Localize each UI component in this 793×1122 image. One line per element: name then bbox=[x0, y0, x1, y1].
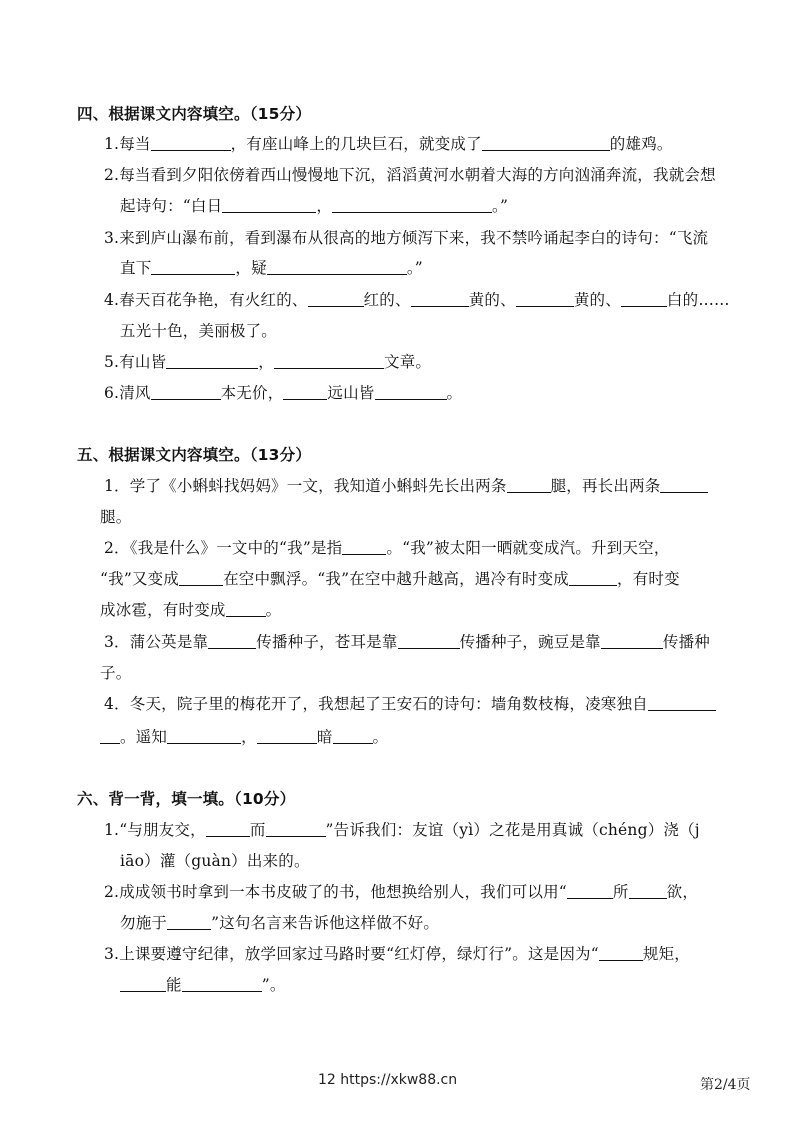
s4-line-8 bbox=[104, 352, 431, 372]
s4-line-7: 五光十色，美丽极了。 bbox=[120, 322, 278, 340]
answer-blank[interactable] bbox=[151, 135, 231, 151]
answer-blank[interactable] bbox=[601, 633, 663, 649]
text-segment: 。“我”被太阳一晒就变成汽。升到天空， bbox=[386, 539, 670, 557]
s4-line-9 bbox=[104, 383, 462, 403]
section-6-title: 六、背一背，填一填。（10分） bbox=[77, 790, 296, 808]
answer-blank[interactable] bbox=[283, 384, 327, 400]
text-segment: 。 bbox=[265, 601, 282, 619]
text-segment: 1．学了《小蝌蚪找妈妈》一文，我知道小蝌蚪先长出两条 bbox=[104, 477, 507, 495]
text-segment: ，有座山峰上的几块巨石，就变成了 bbox=[230, 135, 482, 153]
answer-blank[interactable] bbox=[342, 539, 386, 555]
answer-blank[interactable] bbox=[333, 728, 373, 744]
s5-line-9 bbox=[100, 727, 388, 747]
s6-line-5 bbox=[104, 944, 690, 964]
text-segment: 。 bbox=[446, 384, 463, 402]
text-segment: 黄的、 bbox=[573, 291, 621, 309]
text-segment: 的雄鸡。 bbox=[609, 135, 673, 153]
text-segment: 远山皆 bbox=[327, 384, 375, 402]
s6-line-1 bbox=[104, 820, 700, 840]
text-segment: 暗 bbox=[316, 728, 333, 746]
answer-blank[interactable] bbox=[660, 477, 708, 493]
text-segment: 勿施于 bbox=[120, 914, 168, 932]
text-segment: ， bbox=[316, 197, 333, 215]
text-segment: 文章。 bbox=[384, 353, 432, 371]
text-segment: “我”又变成 bbox=[100, 570, 180, 588]
answer-blank[interactable] bbox=[182, 976, 262, 992]
answer-blank[interactable] bbox=[226, 601, 266, 617]
text-segment: 2．《我是什么》一文中的“我”是指 bbox=[104, 539, 343, 557]
s6-line-4 bbox=[120, 913, 439, 933]
text-segment: 1.每当 bbox=[104, 135, 151, 153]
answer-blank[interactable] bbox=[398, 633, 460, 649]
text-segment: 起诗句：“白日 bbox=[120, 197, 223, 215]
text-segment: 欲， bbox=[666, 883, 699, 901]
text-segment: 直下 bbox=[120, 259, 152, 277]
s5-line-8 bbox=[104, 694, 716, 714]
text-segment: 而 bbox=[249, 821, 266, 839]
text-segment: ，疑 bbox=[235, 259, 267, 277]
text-segment: 所 bbox=[612, 883, 629, 901]
s5-line-5 bbox=[100, 600, 281, 620]
s4-line-5 bbox=[120, 258, 423, 278]
s4-line-2: 2.每当看到夕阳依傍着西山慢慢地下沉，滔滔黄河水朝着大海的方向汹涌奔流，我就会想 bbox=[104, 166, 716, 184]
answer-blank[interactable] bbox=[257, 728, 317, 744]
s4-line-6 bbox=[104, 290, 730, 310]
answer-blank[interactable] bbox=[206, 821, 250, 837]
answer-blank[interactable] bbox=[599, 945, 643, 961]
section-5-title: 五、根据课文内容填空。（13分） bbox=[77, 446, 312, 464]
text-segment: 1.“与朋友交， bbox=[104, 821, 206, 839]
text-segment: 黄的、 bbox=[468, 291, 516, 309]
text-segment: 。” bbox=[492, 197, 509, 215]
s5-line-1 bbox=[104, 476, 708, 496]
text-segment: ”这句名言来告诉他这样做不好。 bbox=[211, 914, 440, 932]
text-segment: 6.清风 bbox=[104, 384, 151, 402]
text-segment: 2.成成领书时拿到一本书皮破了的书，他想换给别人，我们可以用“ bbox=[104, 883, 567, 901]
answer-blank[interactable] bbox=[332, 197, 492, 213]
text-segment: 本无价， bbox=[220, 384, 284, 402]
answer-blank[interactable] bbox=[567, 883, 613, 899]
text-segment: 3．蒲公英是靠 bbox=[104, 633, 209, 651]
answer-blank[interactable] bbox=[308, 291, 364, 307]
footer-site: 12 https://xkw88.cn bbox=[318, 1072, 458, 1088]
text-segment: 传播种子，苍耳是靠 bbox=[256, 633, 398, 651]
answer-blank[interactable] bbox=[482, 135, 610, 151]
s4-line-1 bbox=[104, 134, 673, 154]
answer-blank[interactable] bbox=[411, 291, 469, 307]
s5-line-7: 子。 bbox=[100, 664, 132, 682]
answer-blank[interactable] bbox=[648, 695, 716, 711]
answer-blank[interactable] bbox=[151, 259, 235, 275]
s5-line-6 bbox=[104, 632, 710, 652]
answer-blank[interactable] bbox=[208, 633, 256, 649]
answer-blank[interactable] bbox=[516, 291, 574, 307]
text-segment: 。 bbox=[372, 728, 389, 746]
answer-blank[interactable] bbox=[621, 291, 667, 307]
text-segment: 能 bbox=[166, 976, 182, 994]
answer-blank[interactable] bbox=[266, 821, 326, 837]
text-segment: 。遥知 bbox=[120, 728, 168, 746]
text-segment: 。” bbox=[406, 259, 423, 277]
answer-blank[interactable] bbox=[167, 914, 211, 930]
s4-line-4: 3.来到庐山瀑布前，看到瀑布从很高的地方倾泻下来，我不禁吟诵起李白的诗句：“飞流 bbox=[104, 229, 709, 247]
text-segment: 在空中飘浮。“我”在空中越升越高，遇冷有时变成 bbox=[223, 570, 570, 588]
text-segment: 红的、 bbox=[363, 291, 411, 309]
answer-blank[interactable] bbox=[375, 384, 447, 400]
text-segment: 5.有山皆 bbox=[104, 353, 167, 371]
answer-blank[interactable] bbox=[222, 197, 316, 213]
s4-line-3 bbox=[120, 196, 508, 216]
s6-line-3 bbox=[104, 882, 698, 902]
answer-blank[interactable] bbox=[267, 259, 407, 275]
s5-line-4 bbox=[100, 569, 680, 589]
answer-blank[interactable] bbox=[151, 384, 221, 400]
answer-blank[interactable] bbox=[274, 353, 384, 369]
s5-line-2: 腿。 bbox=[100, 508, 132, 526]
text-segment: 传播种 bbox=[662, 633, 710, 651]
answer-blank[interactable] bbox=[569, 570, 617, 586]
answer-blank[interactable] bbox=[120, 976, 166, 992]
answer-blank[interactable] bbox=[166, 353, 258, 369]
section-4-title: 四、根据课文内容填空。（15分） bbox=[77, 105, 312, 123]
text-segment: 腿，再长出两条 bbox=[550, 477, 661, 495]
answer-blank[interactable] bbox=[507, 477, 551, 493]
text-segment: ，有时变 bbox=[617, 570, 680, 588]
answer-blank[interactable] bbox=[179, 570, 223, 586]
answer-blank[interactable] bbox=[100, 728, 120, 744]
s5-line-3 bbox=[104, 538, 670, 558]
text-segment: 成冰雹，有时变成 bbox=[100, 601, 226, 619]
answer-blank[interactable] bbox=[629, 883, 667, 899]
text-segment: 4.春天百花争艳，有火红的、 bbox=[104, 291, 308, 309]
text-segment: 规矩， bbox=[642, 945, 690, 963]
page-number: 第2/4页 bbox=[700, 1077, 751, 1093]
text-segment: 传播种子，豌豆是靠 bbox=[459, 633, 601, 651]
text-segment: ”告诉我们：友谊（yì）之花是用真诚（chéng）浇（j bbox=[325, 821, 700, 839]
text-segment: ， bbox=[241, 728, 257, 746]
text-segment: 4．冬天，院子里的梅花开了，我想起了王安石的诗句：墙角数枝梅，凌寒独自 bbox=[104, 695, 648, 713]
text-segment: 白的…… bbox=[666, 291, 730, 309]
s6-line-2: iāo）灌（guàn）出来的。 bbox=[120, 852, 310, 870]
s6-line-6 bbox=[120, 975, 286, 995]
text-segment: ”。 bbox=[261, 976, 286, 994]
text-segment: 3.上课要遵守纪律，放学回家过马路时要“红灯停，绿灯行”。这是因为“ bbox=[104, 945, 599, 963]
answer-blank[interactable] bbox=[167, 728, 241, 744]
text-segment: ， bbox=[258, 353, 274, 371]
